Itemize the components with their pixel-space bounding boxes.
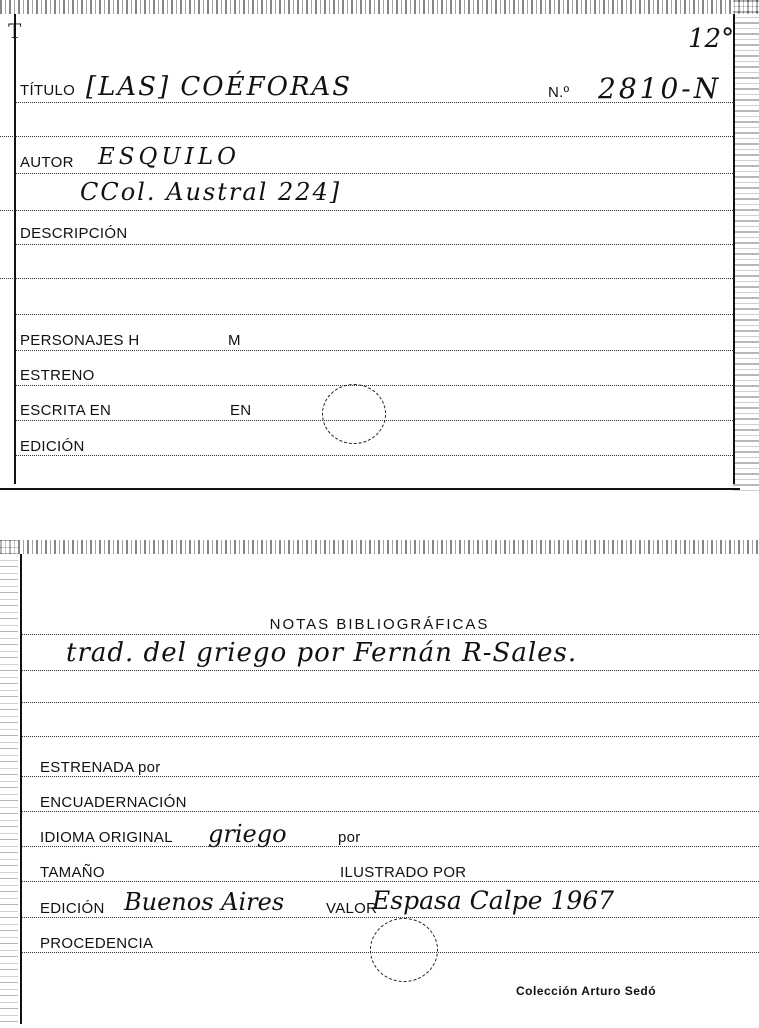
autor-value: ESQUILO xyxy=(98,144,241,170)
ruled-line xyxy=(22,670,759,671)
stamp-circle xyxy=(370,918,438,982)
ruled-line xyxy=(0,278,733,279)
ruled-line xyxy=(16,173,733,174)
card-edge-texture xyxy=(733,0,759,492)
edicion-label: EDICIÓN xyxy=(40,900,105,917)
valor-label: VALOR xyxy=(326,900,378,917)
procedencia-label: PROCEDENCIA xyxy=(40,935,154,952)
ruled-line xyxy=(22,881,759,882)
ruled-line xyxy=(16,102,733,103)
ruled-line xyxy=(22,776,759,777)
personajes-label: PERSONAJES H xyxy=(20,332,140,349)
notas-handwritten: trad. del griego por Fernán R-Sales. xyxy=(66,638,578,668)
card-edge-texture xyxy=(0,540,759,554)
stamp-circle xyxy=(322,384,386,444)
autor-label: AUTOR xyxy=(20,154,74,171)
collection-footer: Colección Arturo Sedó xyxy=(516,984,657,998)
ruled-line xyxy=(16,244,733,245)
ruled-line xyxy=(22,811,759,812)
valor-value: Espasa Calpe 1967 xyxy=(372,886,615,915)
numero-label: N.º xyxy=(548,84,570,101)
descripcion-label: DESCRIPCIÓN xyxy=(20,225,128,242)
personajes-m-label: M xyxy=(228,332,241,349)
ilustrado-label: ILUSTRADO POR xyxy=(340,864,467,881)
ruled-line xyxy=(0,210,733,211)
idioma-por-label: por xyxy=(338,829,361,846)
ruled-line xyxy=(22,846,759,847)
edicion-value: Buenos Aires xyxy=(124,888,285,916)
card-right-border xyxy=(733,14,735,484)
card-left-border xyxy=(14,14,16,484)
ruled-line xyxy=(22,702,759,703)
titulo-value: [LAS] COÉFORAS xyxy=(86,72,353,102)
ruled-line xyxy=(22,634,759,635)
ruled-line xyxy=(22,736,759,737)
idioma-value: griego xyxy=(208,820,287,848)
ruled-line xyxy=(16,455,733,456)
edicion-label: EDICIÓN xyxy=(20,438,85,455)
ruled-line xyxy=(16,350,733,351)
estrenada-label: ESTRENADA por xyxy=(40,759,161,776)
card-edge-texture xyxy=(0,0,759,14)
ruled-line xyxy=(0,136,733,137)
numero-value: 2810-N xyxy=(598,72,722,105)
escrita-en-label: EN xyxy=(230,402,252,419)
ruled-line xyxy=(16,385,733,386)
catalog-card-front xyxy=(0,0,759,492)
corner-number: 12° xyxy=(688,24,735,54)
catalog-card-back xyxy=(0,540,759,1028)
autor-note: CCol. Austral 224] xyxy=(80,178,342,206)
notas-title: NOTAS BIBLIOGRÁFICAS xyxy=(269,616,490,633)
escrita-label: ESCRITA EN xyxy=(20,402,112,419)
encuadernacion-label: ENCUADERNACIÓN xyxy=(40,794,187,811)
corner-mark: T xyxy=(8,18,22,43)
ruled-line xyxy=(16,314,733,315)
card-bottom-border xyxy=(0,488,740,490)
idioma-label: IDIOMA ORIGINAL xyxy=(40,829,173,846)
titulo-label: TÍTULO xyxy=(20,82,76,99)
ruled-line xyxy=(22,917,759,918)
card-edge-texture xyxy=(0,540,18,1028)
tamano-label: TAMAÑO xyxy=(40,864,105,881)
estreno-label: ESTRENO xyxy=(20,367,95,384)
